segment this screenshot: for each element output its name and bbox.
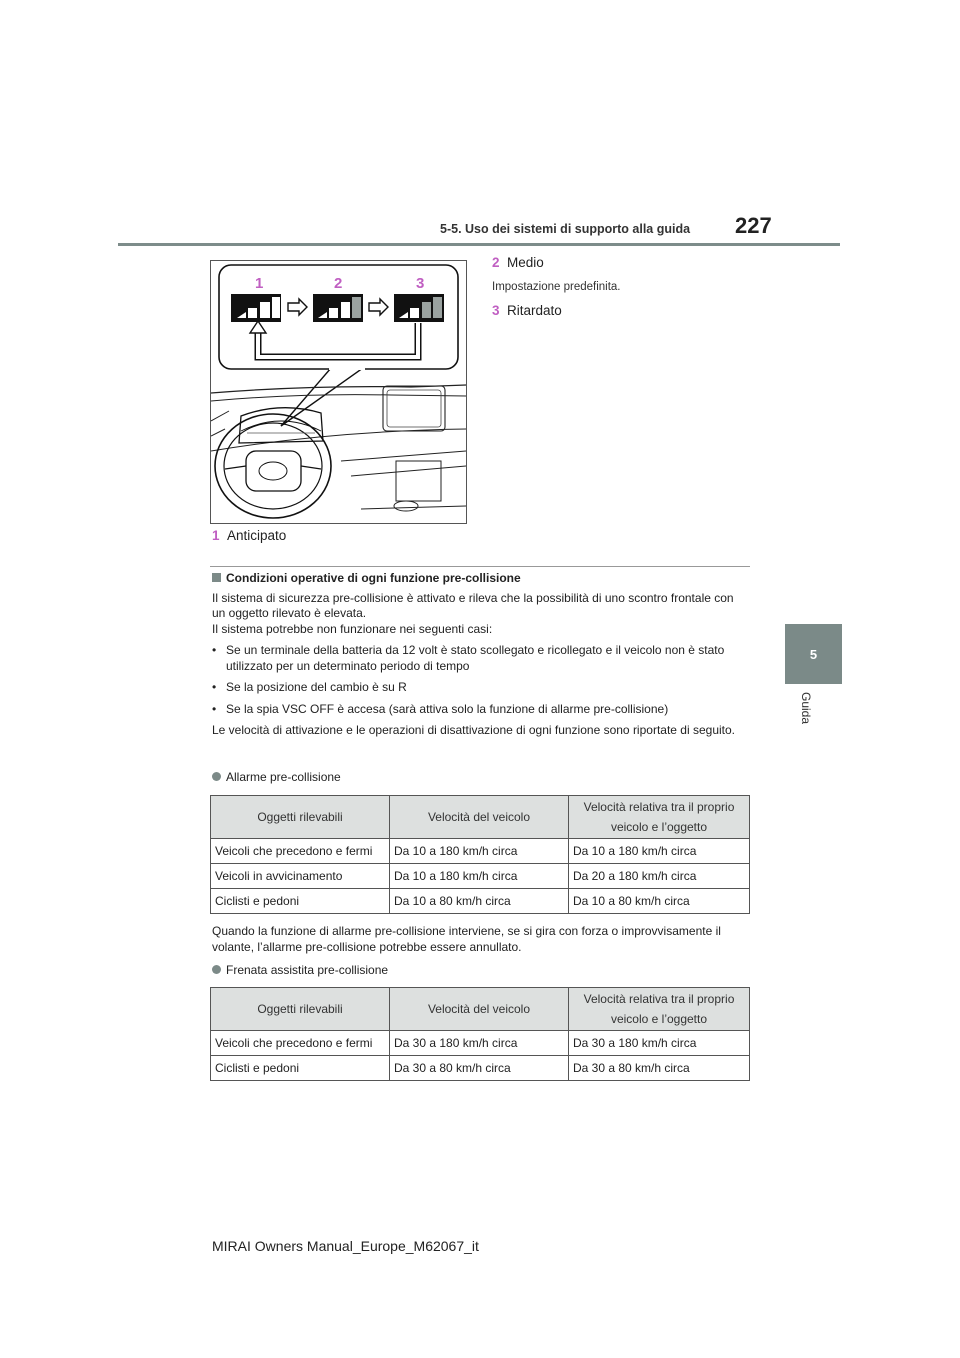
table-header-cell: Oggetti rilevabili	[211, 796, 390, 839]
note-text: Quando la funzione di allarme pre-collisione interviene, se si gira con forza o improvvisamente il volante, l’allarme pre-collisione potrebbe essere annullato.	[212, 924, 721, 954]
section-divider	[210, 566, 750, 567]
table-row	[211, 1056, 750, 1081]
conditions-section	[212, 571, 750, 741]
table-row	[211, 889, 750, 914]
table-cell: Ciclisti e pedoni	[211, 1056, 390, 1081]
dashboard-figure	[210, 260, 467, 524]
chapter-label: Guida	[799, 692, 813, 725]
table-cell: Da 10 a 180 km/h circa	[390, 864, 569, 889]
table-row	[211, 1031, 750, 1056]
conditions-intro-2: Il sistema potrebbe non funzionare nei seguenti casi:	[212, 621, 493, 636]
table-frenata	[210, 987, 750, 1081]
table-header-cell: Velocità relativa tra il proprio veicolo e l’oggetto	[569, 796, 750, 839]
page-number: 227	[735, 213, 772, 238]
signal-bars-icon	[231, 294, 281, 322]
table-cell: Ciclisti e pedoni	[211, 889, 390, 914]
item-number: 2	[492, 255, 500, 270]
list-item: • Se la spia VSC OFF è accesa (sarà attiva solo la funzione di allarme pre-collisione)	[212, 701, 669, 716]
item-number: 3	[492, 303, 500, 318]
conditions-intro: Il sistema di sicurezza pre-collisione è attivato e rileva che la possibilità di uno scontro frontale con un oggetto rilevato è elevata.	[212, 590, 734, 620]
item-label: Ritardato	[507, 303, 562, 318]
arrow-right-icon	[369, 299, 388, 315]
figure-label-1: 1	[255, 275, 264, 292]
table-header-cell: Oggetti rilevabili	[211, 988, 390, 1031]
signal-bars-icon	[394, 294, 444, 322]
item-number: 1	[212, 528, 220, 543]
table-cell: Da 20 a 180 km/h circa	[569, 864, 750, 889]
table-cell: Veicoli che precedono e fermi	[211, 839, 390, 864]
signal-bars-icon	[313, 294, 363, 322]
table-cell: Veicoli in avvicinamento	[211, 864, 390, 889]
table-row	[211, 839, 750, 864]
table-cell: Veicoli che precedono e fermi	[211, 1031, 390, 1056]
table-cell: Da 10 a 180 km/h circa	[390, 839, 569, 864]
conditions-heading: Condizioni operative di ogni funzione pre-collisione	[212, 571, 750, 587]
list-item: • Se un terminale della batteria da 12 volt è stato scollegato e ricollegato e il veicolo non è stato utilizzato per un determinato periodo di tempo	[212, 643, 725, 673]
speeds-text: Le velocità di attivazione e le operazioni di disattivazione di ogni funzione sono riportate di seguito.	[212, 723, 735, 737]
table-allarme	[210, 795, 750, 914]
figure-label-2: 2	[334, 275, 343, 292]
setting-item-2	[492, 255, 544, 270]
setting-item-1	[212, 528, 286, 543]
item-label: Medio	[507, 255, 544, 270]
table-cell: Da 10 a 80 km/h circa	[569, 889, 750, 914]
chapter-tab: 5	[785, 624, 842, 684]
header-divider	[118, 243, 840, 246]
table-header-cell: Velocità relativa tra il proprio veicolo e l’oggetto	[569, 988, 750, 1031]
arrow-right-icon	[288, 299, 307, 315]
item-label: Anticipato	[227, 528, 287, 543]
table-header-cell: Velocità del veicolo	[390, 988, 569, 1031]
table-cell: Da 10 a 80 km/h circa	[390, 889, 569, 914]
table-cell: Da 30 a 80 km/h circa	[390, 1056, 569, 1081]
table2-title: Frenata assistita pre-collisione	[212, 963, 388, 979]
table-cell: Da 30 a 80 km/h circa	[569, 1056, 750, 1081]
document-footer: MIRAI Owners Manual_Europe_M62067_it	[212, 1238, 479, 1254]
figure-label-3: 3	[416, 275, 425, 292]
square-bullet-icon	[212, 573, 221, 582]
table-header-row	[211, 796, 750, 839]
table-row	[211, 864, 750, 889]
circle-bullet-icon	[212, 772, 221, 781]
section-title: 5-5. Uso dei sistemi di supporto alla guida	[440, 222, 691, 236]
table-cell: Da 30 a 180 km/h circa	[390, 1031, 569, 1056]
item-description: Impostazione predefinita.	[492, 281, 621, 293]
table1-title: Allarme pre-collisione	[212, 770, 341, 786]
list-item: • Se la posizione del cambio è su R	[212, 680, 407, 694]
table-header-row	[211, 988, 750, 1031]
dashboard-illustration	[211, 261, 466, 523]
circle-bullet-icon	[212, 965, 221, 974]
table-cell: Da 30 a 180 km/h circa	[569, 1031, 750, 1056]
setting-item-3	[492, 303, 562, 318]
table-header-cell: Velocità del veicolo	[390, 796, 569, 839]
table-cell: Da 10 a 180 km/h circa	[569, 839, 750, 864]
